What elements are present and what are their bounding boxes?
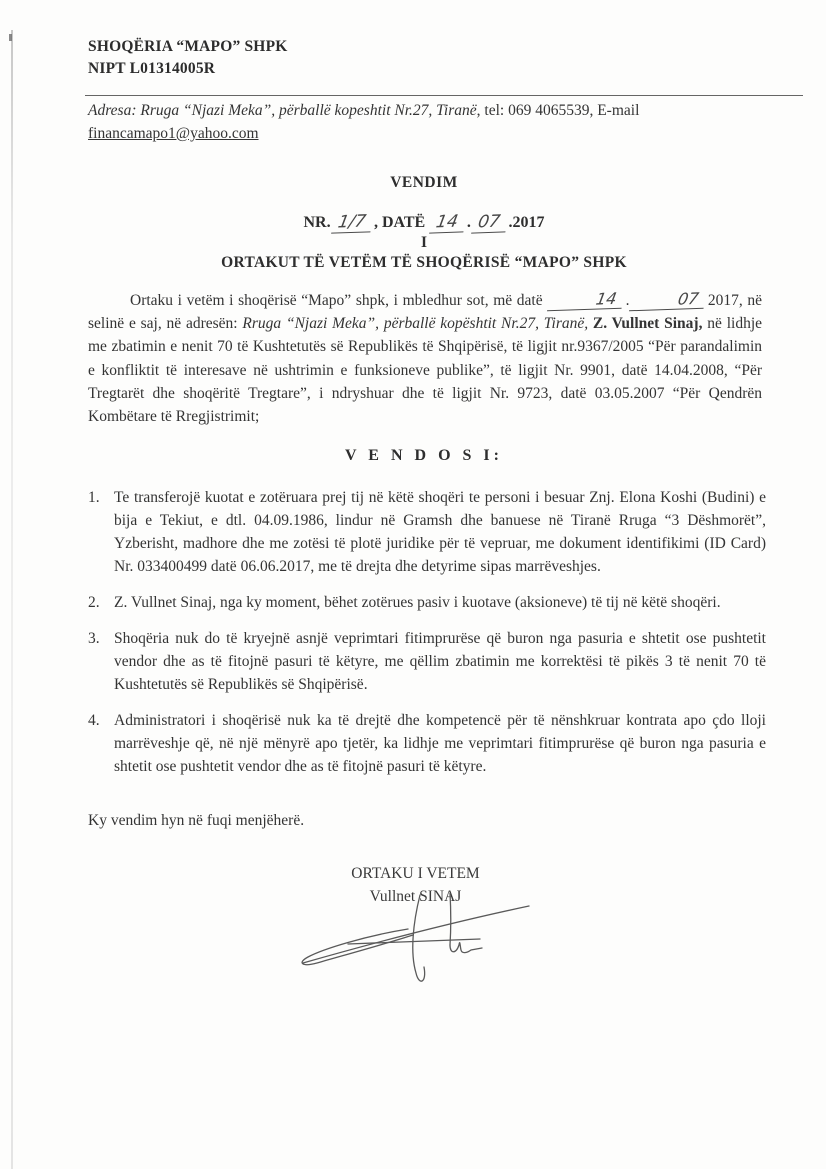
intro-part2: 2017, në selinë e saj, në adresën: — [88, 292, 762, 333]
handwritten-signature — [293, 893, 543, 1003]
item-number: 4. — [88, 712, 100, 729]
decision-title: VENDIM — [390, 174, 458, 191]
intro-part1: Ortaku i vetëm i shoqërisë “Mapo” shpk, i mbledhur sot, më datë — [130, 292, 543, 309]
item-number: 1. — [88, 489, 100, 506]
scan-edge-artifact — [11, 30, 13, 1169]
letterhead-divider — [85, 95, 803, 96]
item-text: Te transferojë kuotat e zotëruara prej tij në këtë shoqëri te personi i besuar Znj. Elona Koshi (Budini) e bija e Tekiut, e dtl. 04.09.1986, lindur në Gramsh dhe banuese në Tiranë Rruga “3 Dëshmorët”, Yzberisht, madhore dhe me zotësi të plotë juridike për të vepruar, me dokument identifikimi (ID Card) Nr. 033400499 datë 06.06.2017, me të drejta dhe detyrime sipas marrëveshjes. — [114, 489, 766, 575]
signatory-name: Vullnet SINAJ — [369, 887, 462, 905]
item-number: 2. — [88, 594, 100, 611]
decision-number-date-line — [88, 213, 760, 233]
address-contact: , tel: 069 4065539, E-mail — [476, 102, 640, 119]
letterhead-address — [88, 99, 768, 145]
letterhead — [88, 36, 768, 80]
title-block — [88, 174, 760, 272]
address-line — [88, 99, 768, 122]
intro-person-bold: Z. Vullnet Sinaj, — [592, 315, 703, 333]
item-number: 3. — [88, 630, 100, 647]
date-dot: . — [466, 214, 471, 231]
address-italic: Adresa: Rruga “Njazi Meka”, përballë kopeshtit Nr.27, Tiranë — [88, 102, 477, 119]
decision-item-2 — [88, 591, 766, 614]
intro-paragraph — [88, 289, 762, 428]
email-line — [88, 122, 768, 145]
signatory-role: ORTAKU I VETEM — [351, 865, 480, 882]
email-text: financamapo1@yahoo.com — [88, 125, 259, 142]
decision-item-3 — [88, 627, 766, 696]
nr-label: NR. — [303, 214, 331, 231]
date-year: .2017 — [508, 214, 545, 231]
company-name: SHOQËRIA “MAPO” SHPK — [88, 38, 288, 55]
item-text: Shoqëria nuk do të kryejnë asnjë veprimtari fitimprurëse që buron nga pasuria e shtetit ose pushtetit vendor dhe as të fitojnë pasuri të këtyre, me qëllim zbatimin me korrektësi të pikës 3 të nenit 70 të Kushtetutës së Republikës së Shqipërisë. — [114, 630, 766, 693]
title-preposition: I — [420, 234, 428, 251]
scan-speck-artifact — [9, 34, 12, 41]
company-nipt: NIPT L01314005R — [88, 60, 216, 77]
intro-month-handwritten: 07 — [629, 289, 707, 312]
intro-separator: . — [625, 292, 630, 309]
intro-part3: në lidhje me zbatimin e nenit 70 të Kushtetutës së Republikës të Shqipërisë, të ligjit nr.9367/2005 “Për parandalimin e konfliktit të interesave në ushtrimin e funksioneve publike”, të ligjit Nr. 9901, datë 14.04.2008, “Për Tregtarët dhe shoqëritë Tregtare”, i ndryshuar dhe të ligjit Nr. 9723, datë 03.05.2007 “Për Qendrën Kombëtare të Rregjistrimit; — [88, 315, 762, 426]
decision-heading: V E N D O S I: — [345, 447, 503, 464]
closing-sentence: Ky vendim hyn në fuqi menjëherë. — [88, 812, 305, 829]
item-text: Administratori i shoqërisë nuk ka të drejtë dhe kompetencë për të nënshkruar kontrata apo çdo lloji marrëveshje që, në një mënyrë apo tjetër, ka lidhje me veprimtari fitimprurëse që buron nga pasuria e shtetit ose pushtetit vendor dhe as të fitojnë pasuri të këtyre. — [114, 712, 766, 775]
decision-item-4 — [88, 709, 766, 778]
date-label: , DATË — [373, 214, 426, 231]
item-text: Z. Vullnet Sinaj, nga ky moment, bëhet zotërues pasiv i kuotave (aksioneve) të tij në këtë shoqëri. — [114, 594, 721, 611]
nr-value-handwritten: 1/7 — [331, 212, 374, 233]
date-day-handwritten: 14 — [429, 212, 466, 233]
decision-item-1 — [88, 486, 766, 578]
intro-address-italic: Rruga “Njazi Meka”, përballë kopështit Nr.27, Tiranë, — [242, 315, 593, 333]
intro-day-handwritten: 14 — [547, 289, 625, 312]
date-month-handwritten: 07 — [471, 212, 508, 233]
title-subject: ORTAKUT TË VETËM TË SHOQËRISË “MAPO” SHPK — [221, 254, 627, 271]
decision-list — [88, 486, 766, 791]
